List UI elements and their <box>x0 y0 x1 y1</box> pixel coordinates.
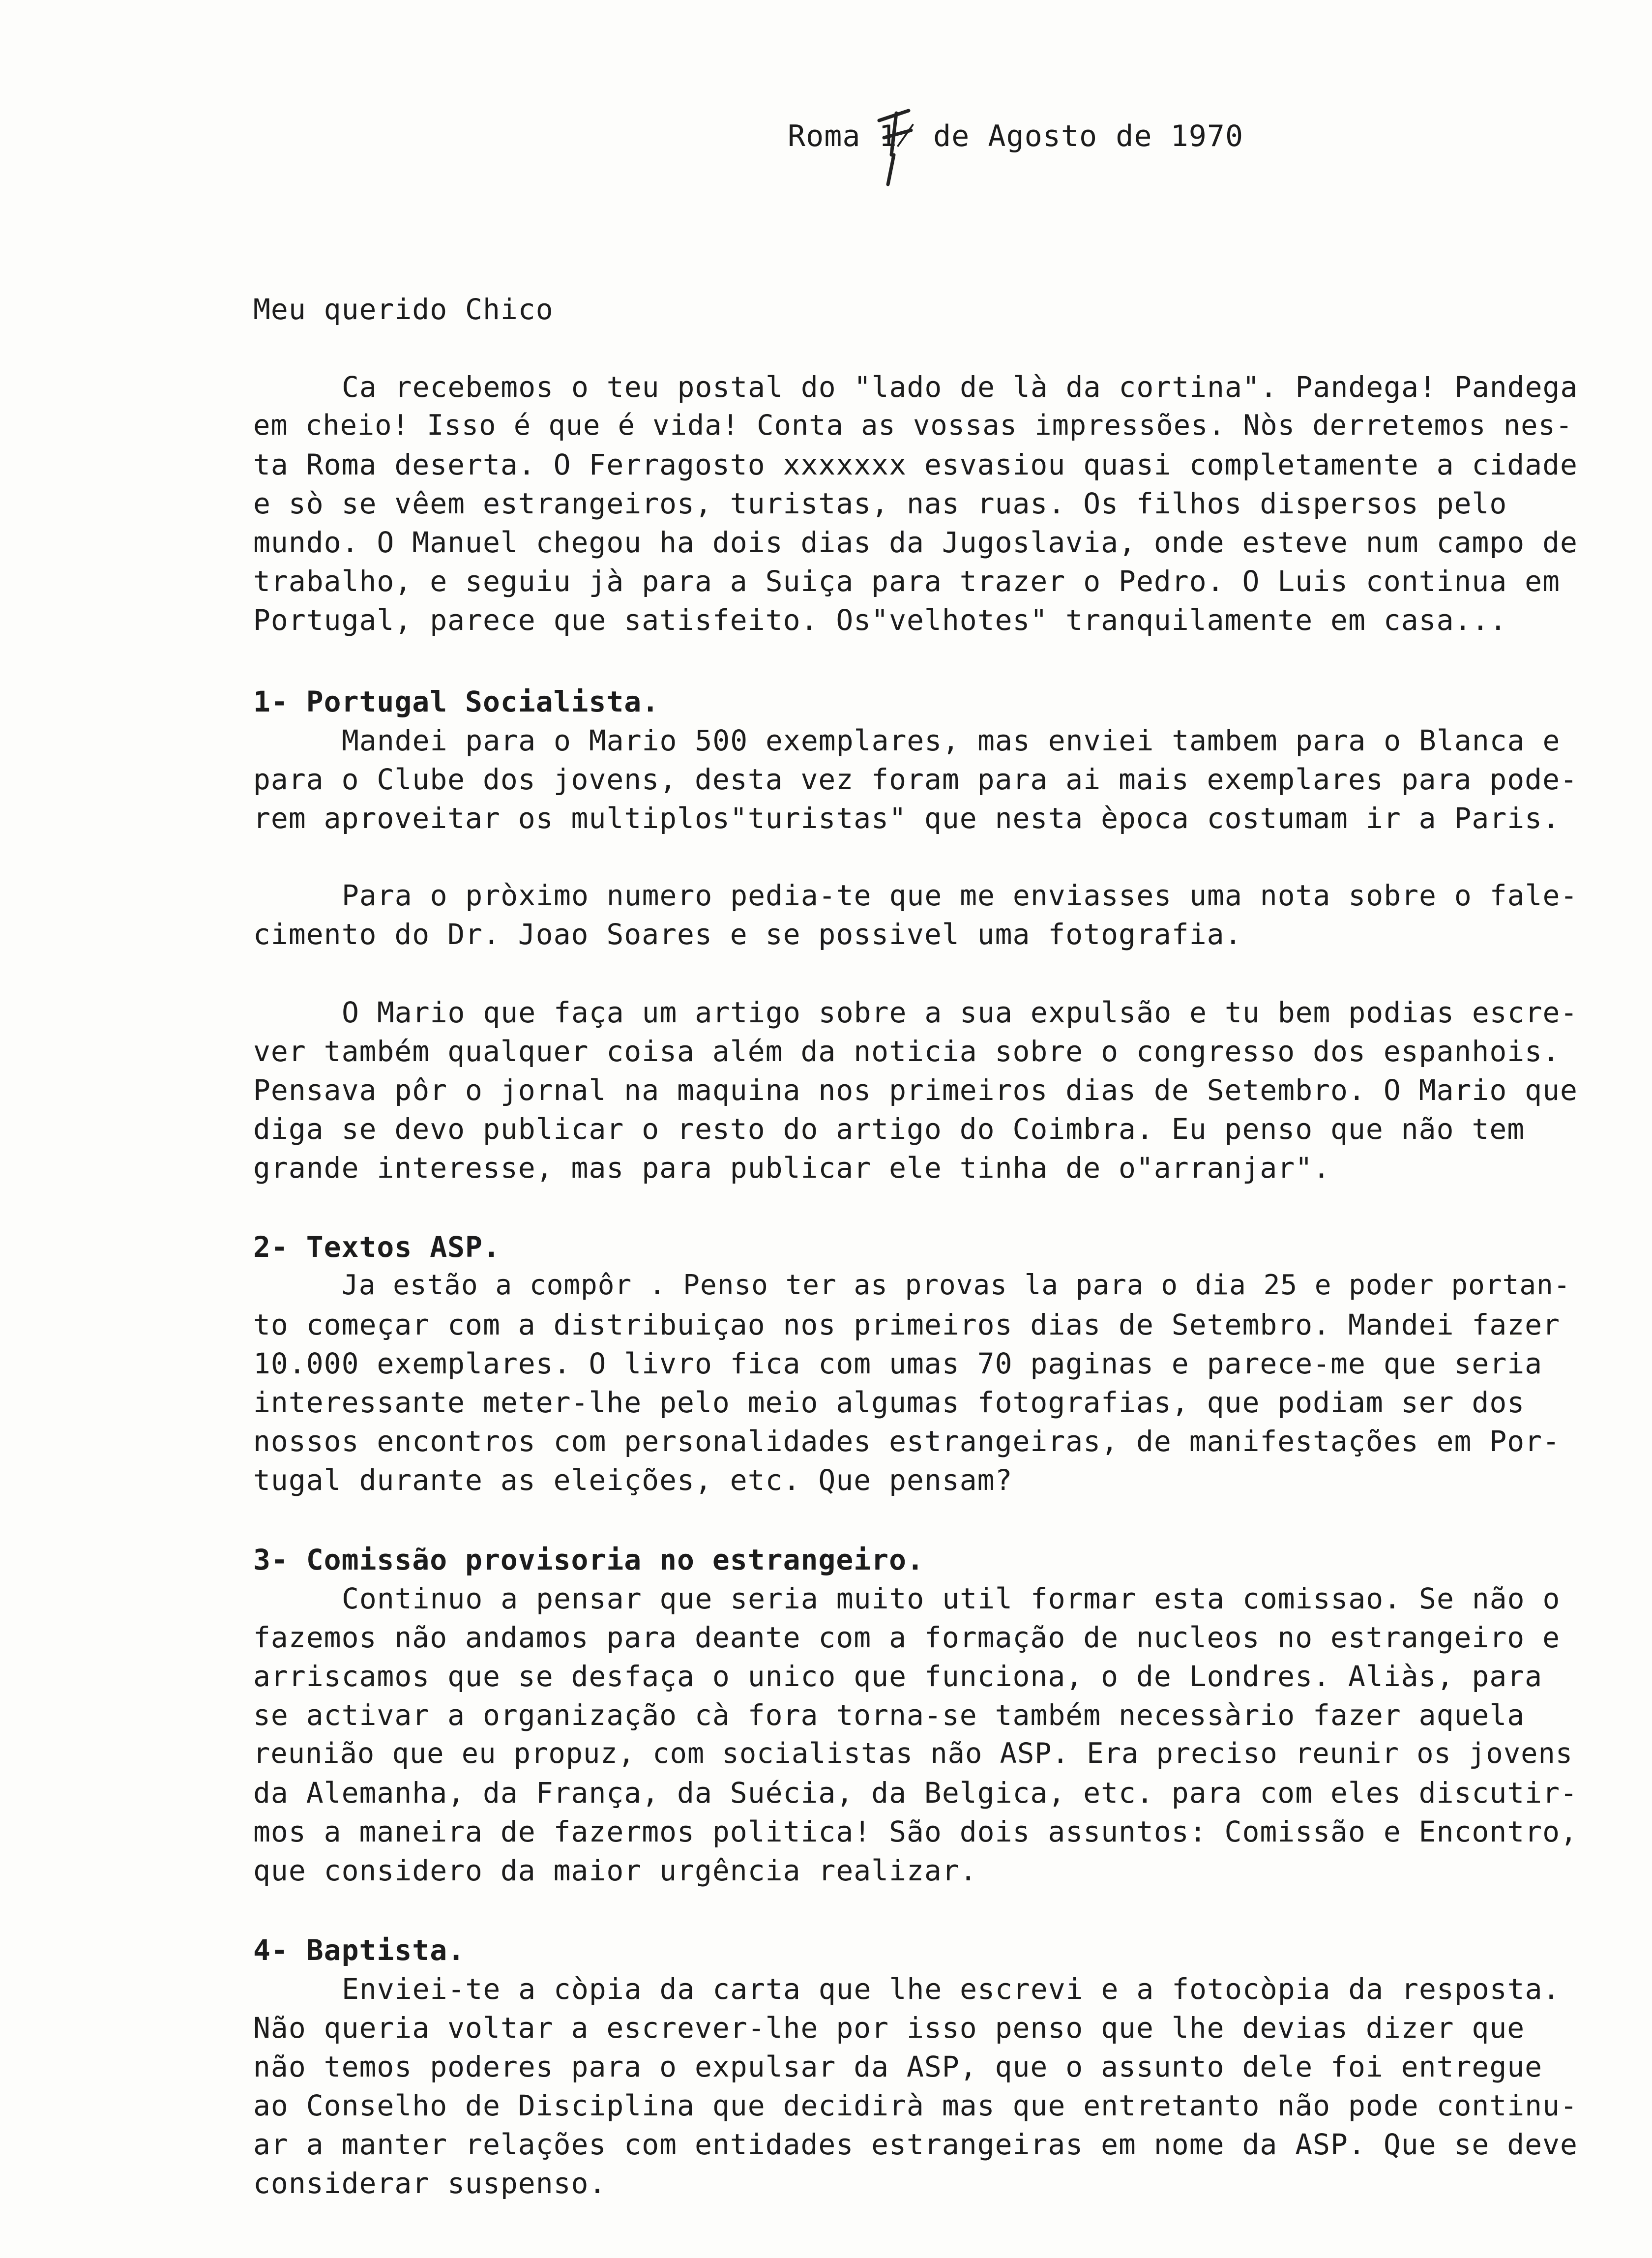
handwritten-date-correction <box>869 101 923 189</box>
section-4-p1-line-3: não temos poderes para o expulsar da ASP, que o assunto dele foi entregue <box>253 2050 1543 2083</box>
section-3-p1-line-8: que considero da maior urgência realizar. <box>253 1854 977 1887</box>
section-1-p2-line-2: cimento do Dr. Joao Soares e se possivel uma fotografia. <box>253 918 1242 951</box>
letter-date: Roma 1̸ de Agosto de 1970 <box>788 119 1244 153</box>
section-4-p1-line-1: Enviei-te a còpia da carta que lhe escrevi e a fotocòpia da resposta. <box>342 1972 1561 2006</box>
intro-line-4: e sò se vêem estrangeiros, turistas, nas ruas. Os filhos dispersos pelo <box>253 487 1507 520</box>
section-2-p1-line-6: tugal durante as eleições, etc. Que pensam? <box>253 1463 1013 1497</box>
section-3-p1-line-2: fazemos não andamos para deante com a formação de nucleos no estrangeiro e <box>253 1621 1561 1654</box>
intro-line-5: mundo. O Manuel chegou ha dois dias da Jugoslavia, onde esteve num campo de <box>253 526 1578 559</box>
section-3-p1-line-3: arriscamos que se desfaça o unico que funciona, o de Londres. Aliàs, para <box>253 1660 1543 1693</box>
section-1-p3-line-5: grande interesse, mas para publicar ele tinha de o"arranjar". <box>253 1151 1331 1185</box>
intro-line-3: ta Roma deserta. O Ferragosto xxxxxxx esvasiou quasi completamente a cidade <box>253 448 1578 481</box>
section-2-p1-line-1: Ja estão a compôr . Penso ter as provas la para o dia 25 e poder portan- <box>342 1269 1571 1301</box>
section-2-p1-line-3: 10.000 exemplares. O livro fica com umas 70 paginas e parece-me que seria <box>253 1347 1543 1380</box>
intro-line-6: trabalho, e seguiu jà para a Suiça para trazer o Pedro. O Luis continua em <box>253 564 1561 598</box>
section-1-p2-line-1: Para o pròximo numero pedia-te que me enviasses uma nota sobre o fale- <box>342 879 1578 912</box>
section-3-p1-line-1: Continuo a pensar que seria muito util formar esta comissao. Se não o <box>342 1582 1561 1615</box>
salutation: Meu querido Chico <box>253 293 554 326</box>
section-1-p1-line-3: rem aproveitar os multiplos"turistas" que nesta època costumam ir a Paris. <box>253 802 1561 835</box>
section-4-heading: 4- Baptista. <box>253 1933 466 1967</box>
section-4-p1-line-6: considerar suspenso. <box>253 2167 607 2200</box>
section-1-p1-line-2: para o Clube dos jovens, desta vez foram para ai mais exemplares para pode- <box>253 763 1578 796</box>
intro-line-1: Ca recebemos o teu postal do "lado de là da cortina". Pandega! Pandega <box>342 370 1578 404</box>
section-2-p1-line-4: interessante meter-lhe pelo meio algumas fotografias, que podiam ser dos <box>253 1386 1525 1419</box>
section-2-p1-line-5: nossos encontros com personalidades estrangeiras, de manifestações em Por- <box>253 1425 1561 1458</box>
section-4-p1-line-4: ao Conselho de Disciplina que decidirà mas que entretanto não pode continu- <box>253 2089 1578 2122</box>
section-3-p1-line-7: mos a maneira de fazermos politica! São dois assuntos: Comissão e Encontro, <box>253 1815 1578 1848</box>
section-3-p1-line-6: da Alemanha, da França, da Suécia, da Belgica, etc. para com eles discutir- <box>253 1776 1578 1810</box>
section-2-p1-line-2: to começar com a distribuiçao nos primeiros dias de Setembro. Mandei fazer <box>253 1308 1561 1341</box>
section-3-p1-line-5: reunião que eu propuz, com socialistas não ASP. Era preciso reunir os jovens <box>253 1737 1573 1770</box>
intro-line-2: em cheio! Isso é que é vida! Conta as vossas impressões. Nòs derretemos nes- <box>253 409 1573 442</box>
section-1-heading: 1- Portugal Socialista. <box>253 685 660 718</box>
section-2-heading: 2- Textos ASP. <box>253 1230 501 1264</box>
section-1-p3-line-1: O Mario que faça um artigo sobre a sua expulsão e tu bem podias escre- <box>342 996 1578 1029</box>
section-1-p1-line-1: Mandei para o Mario 500 exemplares, mas enviei tambem para o Blanca e <box>342 724 1561 757</box>
section-1-p3-line-2: ver também qualquer coisa além da noticia sobre o congresso dos espanhois. <box>253 1035 1561 1068</box>
section-1-p3-line-3: Pensava pôr o jornal na maquina nos primeiros dias de Setembro. O Mario que <box>253 1073 1578 1107</box>
section-1-p3-line-4: diga se devo publicar o resto do artigo do Coimbra. Eu penso que não tem <box>253 1112 1525 1146</box>
intro-line-7: Portugal, parece que satisfeito. Os"velhotes" tranquilamente em casa... <box>253 603 1507 637</box>
section-4-p1-line-2: Não queria voltar a escrever-lhe por isso penso que lhe devias dizer que <box>253 2011 1525 2045</box>
section-3-p1-line-4: se activar a organização cà fora torna-se também necessàrio fazer aquela <box>253 1698 1525 1732</box>
section-3-heading: 3- Comissão provisoria no estrangeiro. <box>253 1543 924 1576</box>
section-4-p1-line-5: ar a manter relações com entidades estrangeiras em nome da ASP. Que se deve <box>253 2128 1578 2161</box>
